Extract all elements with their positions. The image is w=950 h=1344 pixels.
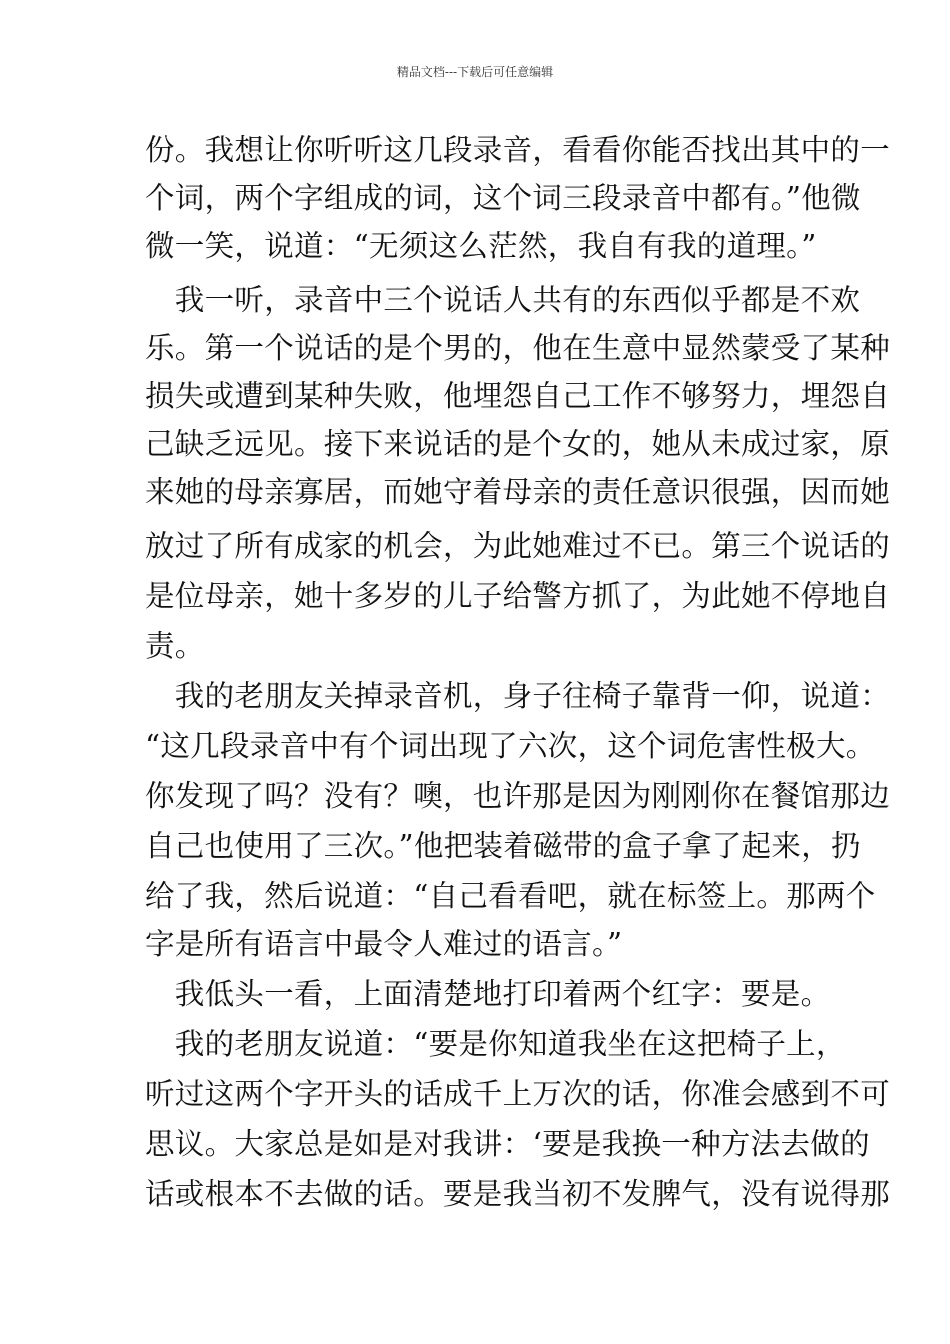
text-line: 微一笑，说道：“无须这么茫然，我自有我的道理。” bbox=[145, 229, 817, 263]
text-line: 字是所有语言中最令人难过的语言。” bbox=[145, 927, 623, 961]
text-line: 听过这两个字开头的话成千上万次的话，你准会感到不可 bbox=[145, 1077, 891, 1111]
text-line: 给了我，然后说道：“自己看看吧，就在标签上。那两个 bbox=[145, 879, 876, 913]
text-line: 自己也使用了三次。”他把装着磁带的盒子拿了起来，扔 bbox=[145, 829, 861, 863]
text-line: 乐。第一个说话的是个男的，他在生意中显然蒙受了某种 bbox=[145, 331, 891, 365]
text-line: 我低头一看，上面清楚地打印着两个红字：要是。 bbox=[145, 977, 831, 1011]
text-line: 来她的母亲寡居，而她守着母亲的责任意识很强，因而她 bbox=[145, 475, 891, 509]
text-line: 思议。大家总是如是对我讲：‘要是我换一种方法去做的 bbox=[145, 1127, 870, 1161]
text-line: 你发现了吗？没有？噢，也许那是因为刚刚你在餐馆那边 bbox=[145, 779, 891, 813]
text-line: 我的老朋友关掉录音机，身子往椅子靠背一仰，说道： bbox=[145, 679, 891, 713]
text-line: 损失或遭到某种失败，他埋怨自己工作不够努力，埋怨自 bbox=[145, 379, 891, 413]
text-line: 话或根本不去做的话。要是我当初不发脾气，没有说得那 bbox=[145, 1177, 891, 1211]
text-line: 放过了所有成家的机会，为此她难过不已。第三个说话的 bbox=[145, 529, 891, 563]
text-line: 己缺乏远见。接下来说话的是个女的，她从未成过家，原 bbox=[145, 427, 891, 461]
text-line: 是位母亲，她十多岁的儿子给警方抓了，为此她不停地自 bbox=[145, 579, 891, 613]
text-line: 个词，两个字组成的词，这个词三段录音中都有。”他微 bbox=[145, 181, 861, 215]
text-line: 我一听，录音中三个说话人共有的东西似乎都是不欢 bbox=[145, 283, 861, 317]
text-line: 我的老朋友说道：“要是你知道我坐在这把椅子上， bbox=[145, 1027, 846, 1061]
text-line: 份。我想让你听听这几段录音，看看你能否找出其中的一 bbox=[145, 133, 891, 167]
text-line: 责。 bbox=[145, 629, 205, 663]
text-line: “这几段录音中有个词出现了六次，这个词危害性极大。 bbox=[145, 729, 876, 763]
page-header: 精品文档---下载后可任意编辑 bbox=[396, 65, 554, 79]
